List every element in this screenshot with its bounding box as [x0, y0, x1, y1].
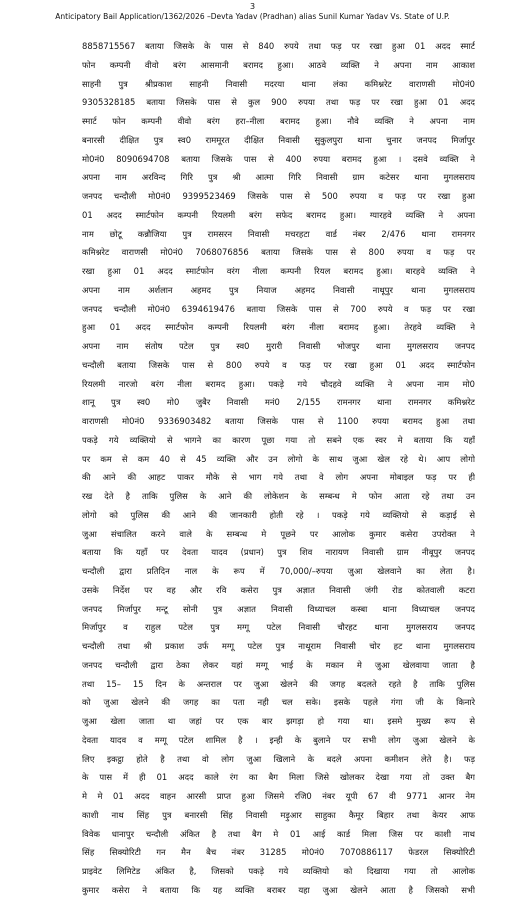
body-line: जुआ खेला जाता था जहां पर एक बार झगड़ा हो गया था। इसमे मुख्य रूप से — [82, 716, 475, 726]
body-line: अपना नाम अर्शलान अहमद पुत्र नियाज अहमद निवासी नाथूपुर थाना मुगलसराय — [82, 284, 475, 295]
body-line: रख देते है ताकि पुलिस के आने की लोकेशन के सम्बन्ध मे फोन आता रहे तथा उन — [82, 491, 475, 501]
body-line: 8858715567 बताया जिसके के पास से 840 रुपये तथा फड़ पर रखा हुआ 01 अदद स्मार्ट — [82, 41, 475, 51]
body-line: पकड़े गये व्यक्तियो से भागने का कारण पूछा गया तो सबने एक स्वर मे बताया कि यहाँ — [82, 434, 475, 445]
body-line: की आने की आहट पाकर मौके से भाग गये तथा वे लोग अपना मोबाइल फड़ पर ही — [82, 472, 475, 483]
body-line: नाम छोटू कन्नौजिया पुत्र रामसरन निवासी मचरहटा वार्ड नंबर 2/476 थाना रामनगर — [82, 228, 475, 239]
body-line: रखा हुआ 01 अदद स्मार्टफोन वरंग नीला कम्पनी रियल बरामद हुआ। बारहवे व्यक्ति ने — [82, 266, 475, 276]
body-line: उसके निर्देश पर वह और रवि कसेरा पुत्र अज्ञात निवासी जंगी रोड कोतवाली कटरा — [82, 584, 475, 595]
body-line: चन्दौली तथा श्री प्रकाश उर्फ मग्गू पटेल पुत्र नाथूराम निवासी चोर हट थाना मुगलसराय — [82, 641, 475, 651]
body-line: काशी नाथ सिंह पुत्र बनारसी सिंह निवासी मड़ुआर साहुका कैमूर बिहार तथा केयर आफ — [82, 809, 475, 820]
body-line: 01 अदद स्मार्टफोन कम्पनी रियलमी बरंग सफेद बरामद हुआ। ग्यारहवे व्यक्ति ने अपना — [82, 209, 475, 220]
running-header: Anticipatory Bail Application/1362/2026 –Devta Yadav (Pradhan) alias Sunil Kumar Yadav Vs. State of U.P. — [55, 12, 450, 21]
body-line: जनपद मिर्जापुर मन्टू सोनी पुत्र अज्ञात निवासी विध्याचल कस्बा थाना विध्याचल जनपद — [82, 603, 475, 614]
body-line: स्मार्ट फोन कम्पनी वीवो बरंग हरा–नीला बरामद हुआ। नौवे व्यक्ति ने अपना नाम — [82, 116, 475, 126]
body-line: लोगो को पुलिस की आने की जानकारी होती रहे । पकड़े गये व्यक्तियो से कड़ाई से — [82, 509, 475, 520]
body-line: हुआ 01 अदद स्मार्टफोन कम्पनी रियलमी बरंग नीला बरामद हुआ। तेरहवे व्यक्ति ने — [82, 322, 475, 333]
body-line: चन्दौली बताया जिसके पास से 800 रुपये व फड़ पर रखा हुआ 01 अदद स्मार्टफोन — [82, 359, 475, 370]
body-line: शानू पुत्र स्व0 मो0 जुबैर निवासी मनं0 2/155 रामनगर थाना रामनगर कमिश्नरेट — [82, 397, 475, 408]
body-line: कमिश्नरेट वाराणसी मो0नं0 7068076856 बताया जिसके पास से 800 रुपया व फड़ पर — [82, 247, 475, 258]
body-line: बनारसी दीक्षित पुत्र स्व0 राममूरत दीक्षित निवासी सुकुलपुरा थाना चुनार जनपद मिर्जापुर — [82, 134, 475, 145]
body-line: साहनी पुत्र श्रीप्रकाश साहनी निवासी मदरया थाना लंका कमिश्नरेट वाराणसी मो0नं0 — [82, 78, 475, 89]
body-line: सिंह सिक्योरिटी गन मैन बैच नंबर 31285 मो0नं0 7070886117 फेडरल सिक्योरिटी — [82, 847, 475, 858]
body-line: मो0नं0 8090694708 बताया जिसके पास से 400 रुपया बरामद हुआ । दसवे व्यक्ति ने — [82, 153, 475, 164]
body-line: जनपद चन्दौली मो0नं0 9399523469 जिसके पास से 500 रुपया व फड़ पर रखा हुआ — [82, 191, 475, 201]
body-line: के पास में ही 01 अदद काले रंग का बैग मिला जिसे खोलकर देखा गया तो उक्त बैग — [82, 772, 475, 783]
body-line: पर कम से कम 40 से 45 व्यक्ति और उन लोगो के साथ जुआ खेल रहे थे। आप लोगो — [82, 453, 475, 464]
body-line: चन्दौली द्वारा प्रतिदिन नाल के रूप में 70,000/–रुपया जुआ खेलवाने का लेता है। — [82, 566, 475, 576]
body-line: अपना नाम अरविन्द गिरि पुत्र श्री आत्मा गिरि निवासी ग्राम कटेसर थाना मुगलसराय — [82, 172, 475, 183]
body-line: लिए इकट्ठा होते है तथा वो लोग जुआ खिलाने के बदले अपना कमीशन लेते है। फड़ — [82, 753, 475, 764]
body-line: मे मे 01 अदद वाहन आरसी प्राप्त हुआ जिसमे रजि0 नंबर यूपी 67 वी 9771 आनर नेम — [82, 791, 475, 801]
body-line: रियलमी नारजो बरंग नीला बरामद हुआ। पकड़े गये चौदहवे व्यक्ति ने अपना नाम मो0 — [82, 378, 475, 389]
body-line: प्राइवेट लिमिटेड अंकित है, जिसको पकड़े गये व्यक्तियो को दिखाया गया तो आलोक — [82, 866, 475, 876]
body-line: जुआ संचालित करने वाले के सम्बन्ध मे पूछने पर आलोक कुमार कसेरा उपरोक्त ने — [82, 528, 475, 539]
body-line: वाराणसी मो0नं0 9336903482 बताया जिसके पास से 1100 रुपया बरामद हुआ तथा — [82, 416, 475, 426]
body-line: जनपद चन्दौली मो0नं0 6394619476 बताया जिसके पास से 700 रुपये व फड़ पर रखा — [82, 303, 475, 314]
body-line: फोन कम्पनी वीवो बरंग आसमानी बरामद हुआ। आठवे व्यक्ति ने अपना नाम आकाश — [82, 59, 475, 70]
body-line: अपना नाम संतोष पटेल पुत्र स्व0 मुरारी निवासी भोजपुर थाना मुगलसराय जनपद — [82, 341, 475, 351]
body-line: को जुआ खेलने की जगह का पता नही चल सके। इसके पहले गंगा जी के किनारे — [82, 697, 475, 708]
body-line: जनपद चन्दौली द्वारा ठेका लेकर यहां मग्गू भाई के मकान मे जुआ खेलवाया जाता है — [82, 659, 475, 670]
body-text — [82, 37, 475, 900]
page-number: 3 — [249, 2, 256, 11]
body-line: देवता यादव व मग्गू पटेल शामिल है । इन्ही के बुलाने पर सभी लोग जुआ खेलने के — [82, 734, 475, 745]
body-line: 9305328185 बताया जिसके पास से कुल 900 रुपया तथा फड़ पर रखा हुआ 01 अदद — [82, 97, 475, 108]
body-line: विवेक धानापुर चन्दौली अंकित है तथा बैग मे 01 आई कार्ड मिला जिस पर काशी नाथ — [82, 828, 475, 839]
body-line: मिर्जापुर व राहुल पटेल पुत्र मग्गू पटेल निवासी चौरहट थाना मुगलसराय जनपद — [82, 622, 475, 633]
body-line: तथा 15– 15 दिन के अन्तराल पर जुआ खेलने की जगह बदलते रहते है ताकि पुलिस — [82, 678, 475, 689]
body-line: बताया कि यहाँ पर देवता यादव (प्रधान) पुत्र शिव नारायण निवासी ग्राम नीबूपुर जनपद — [82, 547, 475, 558]
body-line: कुमार कसेरा ने बताया कि यह व्यक्ति बराबर यहा जुआ खेलने आता है जिसको सभी — [82, 884, 475, 895]
